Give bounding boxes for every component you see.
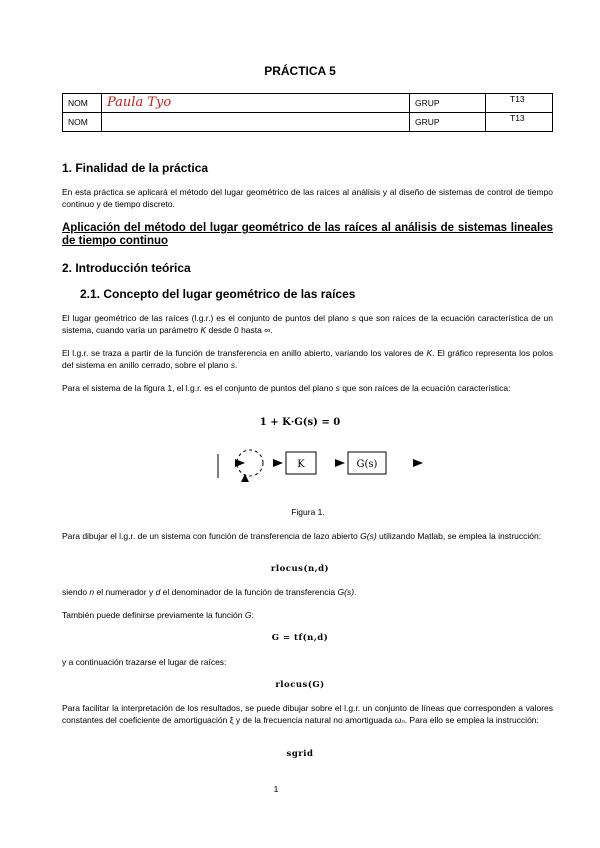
- paragraph: También puede definirse previamente la función G:: [62, 610, 254, 620]
- section1-heading: 1. Finalidad de la práctica: [62, 161, 209, 175]
- grup-value: T13: [486, 113, 553, 132]
- paragraph: y a continuación trazarse el lugar de raíces:: [62, 657, 227, 667]
- table-row: [63, 94, 553, 113]
- arrow-icon: [273, 459, 283, 467]
- signature: Paula Tyo: [107, 94, 172, 110]
- grup-label: GRUP: [410, 113, 486, 132]
- paragraph: Para el sistema de la figura 1, el l.g.r. es el conjunto de puntos del plano s que son raíces de la ecuación característica:: [62, 383, 511, 393]
- section1-text: En esta práctica se aplicará el método del lugar geométrico de las raíces al análisis y al diseño de sistemas de control de tiempo continuo y de tiempo discreto.: [62, 187, 553, 209]
- section-title: Aplicación del método del lugar geométrico de las raíces al análisis de sistemas lineales de tiempo continuo: [62, 222, 553, 247]
- output-arrow-icon: [413, 459, 423, 467]
- nom-value: [102, 94, 410, 113]
- paragraph: Para facilitar la interpretación de los resultados, se puede dibujar sobre el l.g.r. un conjunto de líneas que corresponden a valores constantes del coeficiente de amortiguación ξ y de la frecuencia natural no amortiguada ωₙ. Para ello se emplea la instrucción:: [62, 703, 553, 725]
- feedback-arrow-icon: [241, 474, 249, 482]
- nom-label: NOM: [63, 113, 102, 132]
- table-row: [63, 113, 553, 132]
- nom-value: [102, 113, 410, 132]
- plant-label: G(s): [356, 459, 378, 470]
- code-line: sgrid: [286, 749, 314, 759]
- page-number: 1: [273, 784, 279, 794]
- page-title: PRÁCTICA 5: [264, 64, 336, 78]
- paragraph: siendo n el numerador y d el denominador de la función de transferencia G(s).: [62, 587, 357, 597]
- paragraph: Para dibujar el l.g.r. de un sistema con función de transferencia de lazo abierto G(s) utilizando Matlab, se emplea la instrucción:: [62, 531, 542, 541]
- block-diagram: [210, 442, 430, 492]
- arrow-icon: [235, 459, 245, 467]
- subsection-heading: 2.1. Concepto del lugar geométrico de las raíces: [80, 287, 356, 301]
- gain-label: K: [297, 459, 305, 470]
- code-line: G = tf(n,d): [271, 633, 329, 643]
- characteristic-equation: 1 + K·G(s) = 0: [259, 417, 341, 428]
- grup-label: GRUP: [410, 94, 486, 113]
- nom-label: NOM: [63, 94, 102, 113]
- paragraph: El l.g.r. se traza a partir de la función de transferencia en anillo abierto, variando los valores de K. El gráfico representa los polos del sistema en anillo cerrado, sobre el plano s.: [62, 348, 553, 370]
- student-table: [62, 93, 553, 132]
- code-line: rlocus(G): [275, 680, 325, 690]
- figure-caption: Figura 1.: [291, 507, 325, 517]
- grup-value: T13: [486, 94, 553, 113]
- arrow-icon: [335, 459, 345, 467]
- section2-heading: 2. Introducción teórica: [62, 261, 191, 275]
- code-line: rlocus(n,d): [270, 564, 330, 574]
- paragraph: El lugar geométrico de las raíces (l.g.r.) es el conjunto de puntos del plano s que son raíces de la ecuación característica de un sistema, cuando varía un parámetro K desde 0 hasta ∞.: [62, 313, 553, 335]
